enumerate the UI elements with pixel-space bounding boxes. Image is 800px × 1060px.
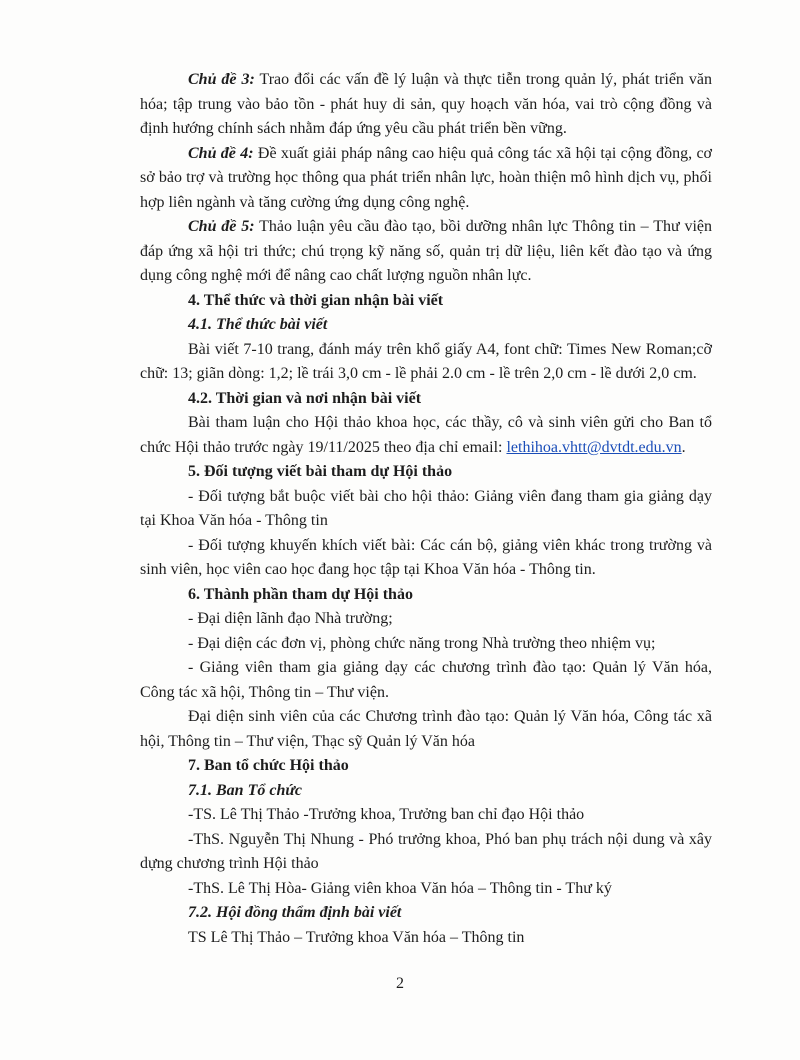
section-5-item: - Đối tượng bắt buộc viết bài cho hội thảo: Giảng viên đang tham gia giảng dạy tại Khoa Văn hóa - Thông tin: [140, 487, 712, 529]
section-7-2-heading: 7.2. Hội đồng thẩm định bài viết: [188, 904, 402, 921]
section-4-heading: 4. Thể thức và thời gian nhận bài viết: [188, 291, 444, 309]
organizer-item: -ThS. Lê Thị Hòa- Giảng viên khoa Văn hóa – Thông tin - Thư ký: [188, 879, 612, 897]
topic-5-label: Chủ đề 5:: [188, 218, 255, 235]
section-5-heading: 5. Đối tượng viết bài tham dự Hội thảo: [188, 463, 453, 480]
topic-3-paragraph: [140, 68, 712, 142]
topic-3-label: Chủ đề 3:: [188, 71, 255, 88]
section-6-item: - Đại diện các đơn vị, phòng chức năng trong Nhà trường theo nhiệm vụ;: [188, 634, 656, 652]
section-4-2-text: Bài tham luận cho Hội thảo khoa học, các thầy, cô và sinh viên gửi cho Ban tổ chức Hội thảo trước ngày 19/11/2025 theo địa chỉ email:: [140, 414, 712, 456]
section-7-heading: 7. Ban tổ chức Hội thảo: [188, 757, 349, 774]
section-6-item: - Đại diện lãnh đạo Nhà trường;: [188, 610, 393, 627]
section-4-1-text: Bài viết 7-10 trang, đánh máy trên khổ giấy A4, font chữ: Times New Roman;cỡ chữ: 13; giãn dòng: 1,2; lề trái 3,0 cm - lề phải 2.0 cm - lề trên 2,0 cm - lề dưới 2,0 cm.: [140, 340, 712, 382]
section-4-2-end: .: [681, 438, 686, 456]
section-4-1-heading: 4.1. Thể thức bài viết: [188, 316, 328, 333]
topic-3-text: Trao đổi các vấn đề lý luận và thực tiễn trong quản lý, phát triển văn hóa; tập trung vào bảo tồn - phát huy di sản, quy hoạch văn hóa, vai trò cộng đồng và định hướng chính sách nhằm đáp ứng yêu cầu phát triển bền vững.: [140, 71, 712, 137]
topic-4-label: Chủ đề 4:: [188, 144, 254, 162]
organizer-item: -TS. Lê Thị Thảo -Trưởng khoa, Trưởng ban chỉ đạo Hội thảo: [188, 806, 585, 823]
topic-5-paragraph: [140, 215, 712, 289]
section-5-item: - Đối tượng khuyến khích viết bài: Các cán bộ, giảng viên khác trong trường và sinh viên, học viên cao học đang học tập tại Khoa Văn hóa - Thông tin.: [140, 536, 712, 578]
section-6-item: - Giảng viên tham gia giảng dạy các chương trình đào tạo: Quản lý Văn hóa, Công tác xã hội, Thông tin – Thư viện.: [140, 659, 712, 701]
topic-5-text: Thảo luận yêu cầu đào tạo, bồi dưỡng nhân lực Thông tin – Thư viện đáp ứng xã hội tri thức; chú trọng kỹ năng số, quản trị dữ liệu, liên kết đào tạo và ứng dụng công nghệ mới để nâng cao chất lượng nguồn nhân lực.: [140, 218, 713, 284]
section-4-2-paragraph: [140, 411, 712, 460]
organizer-item: -ThS. Nguyễn Thị Nhung - Phó trưởng khoa, Phó ban phụ trách nội dung và xây dựng chương trình Hội thảo: [140, 830, 712, 872]
section-6-heading: 6. Thành phần tham dự Hội thảo: [188, 585, 413, 603]
review-board-item: TS Lê Thị Thảo – Trưởng khoa Văn hóa – Thông tin: [188, 928, 525, 946]
section-7-1-heading: 7.1. Ban Tổ chức: [188, 781, 303, 799]
topic-4-paragraph: [140, 142, 712, 216]
section-4-2-heading: 4.2. Thời gian và nơi nhận bài viết: [188, 389, 422, 407]
email-link[interactable]: lethihoa.vhtt@dvtdt.edu.vn: [506, 438, 682, 456]
section-6-item: Đại diện sinh viên của các Chương trình đào tạo: Quản lý Văn hóa, Công tác xã hội, Thông tin – Thư viện, Thạc sỹ Quản lý Văn hóa: [140, 708, 712, 750]
topic-4-text: Đề xuất giải pháp nâng cao hiệu quả công tác xã hội tại cộng đồng, cơ sở bảo trợ và trường học thông qua phát triển nhân lực, hoàn thiện mô hình dịch vụ, phối hợp liên ngành và tăng cường ứng dụng công nghệ.: [140, 144, 713, 211]
page-number: 2: [396, 975, 404, 992]
